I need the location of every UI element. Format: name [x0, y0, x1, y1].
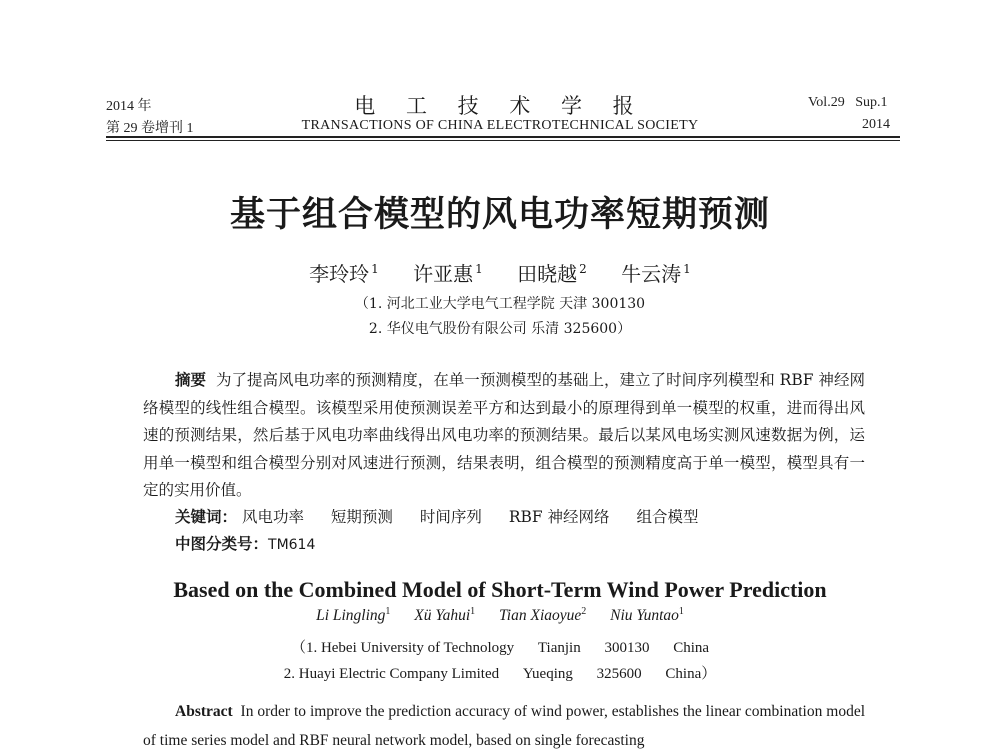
header-vol: Vol.29 [808, 95, 845, 110]
author-en: Li Lingling$^1$ [316, 606, 391, 625]
author-list-cn [0, 258, 1000, 287]
author-cn: 田晓越 $^2$ [517, 262, 587, 286]
journal-title-cn: 电 工 技 术 学 报 [354, 94, 646, 118]
author-en: Tian Xiaoyue$^2$ [499, 606, 587, 625]
keyword-item: RBF 神经网络 [508, 508, 610, 526]
header-sup: Sup.1 [855, 95, 888, 110]
author-en: Xü Yahui$^1$ [414, 606, 476, 625]
paper-title-en: Based on the Combined Model of Short-Term Wind Power Prediction [173, 577, 827, 602]
author-cn: 许亚惠 $^1$ [413, 262, 483, 286]
affiliation-cn-1: （1. 河北工业大学电气工程学院 天津 300130 [354, 296, 646, 312]
author-list-en [0, 606, 1000, 625]
abstract-en-label: Abstract [175, 703, 233, 720]
affiliation-cn-2: 2. 华仪电气股份有限公司 乐清 325600） [368, 321, 632, 337]
author-en: Niu Yuntao$^1$ [610, 606, 684, 625]
author-cn: 李玲玲 $^1$ [309, 262, 379, 286]
keywords-label: 关键词： [175, 508, 238, 526]
header-year-cn: 2014 年 [106, 99, 152, 114]
keyword-item: 风电功率 [241, 508, 304, 526]
header-vol-sup [808, 95, 888, 111]
abstract-cn-text: 为了提高风电功率的预测精度，在单一预测模型的基础上，建立了时间序列模型和 RBF 神经网络模型的线性组合模型。该模型采用使预测误差平方和达到最小的原理得到单一模型的权重，进而得出风速的预测结果，然后基于风电功率曲线得出风电功率的预测结果。最后以某风电场实测风速数据为例，运用单一模型和组合模型分别对风速进行预测，结果表明，组合模型的预测精度高于单一模型，模型具有一定的实用价值。 [143, 371, 865, 499]
paper-title-cn: 基于组合模型的风电功率短期预测 [229, 195, 770, 235]
abstract-en-text: In order to improve the prediction accuracy of wind power, establishes the linear combination model of time series model and RBF neural network model, based on single forecasting [143, 703, 866, 749]
header-volume-cn: 第 29 卷增刊 1 [106, 121, 194, 136]
keywords-cn [175, 505, 721, 527]
keyword-item: 组合模型 [636, 508, 699, 526]
author-cn: 牛云涛 $^1$ [621, 262, 691, 286]
clc-label: 中图分类号： [175, 535, 269, 553]
header-rule-thick [106, 136, 900, 138]
clc-number [175, 532, 315, 554]
journal-title-en: TRANSACTIONS OF CHINA ELECTROTECHNICAL SOCIETY [301, 118, 699, 133]
abstract-cn-label: 摘要 [175, 371, 207, 389]
affiliation-en-2: 2. Huayi Electric Company Limited Yueqing 325600 China） [283, 666, 717, 682]
keyword-item: 短期预测 [330, 508, 393, 526]
keyword-item: 时间序列 [419, 508, 482, 526]
abstract-en [143, 697, 865, 755]
clc-value: TM614 [268, 537, 316, 553]
affiliation-en-1: （1. Hebei University of Technology Tianjin 300130 China [290, 640, 710, 656]
header-year: 2014 [862, 117, 890, 132]
abstract-cn [143, 367, 865, 505]
header-rule-thin [106, 140, 900, 141]
